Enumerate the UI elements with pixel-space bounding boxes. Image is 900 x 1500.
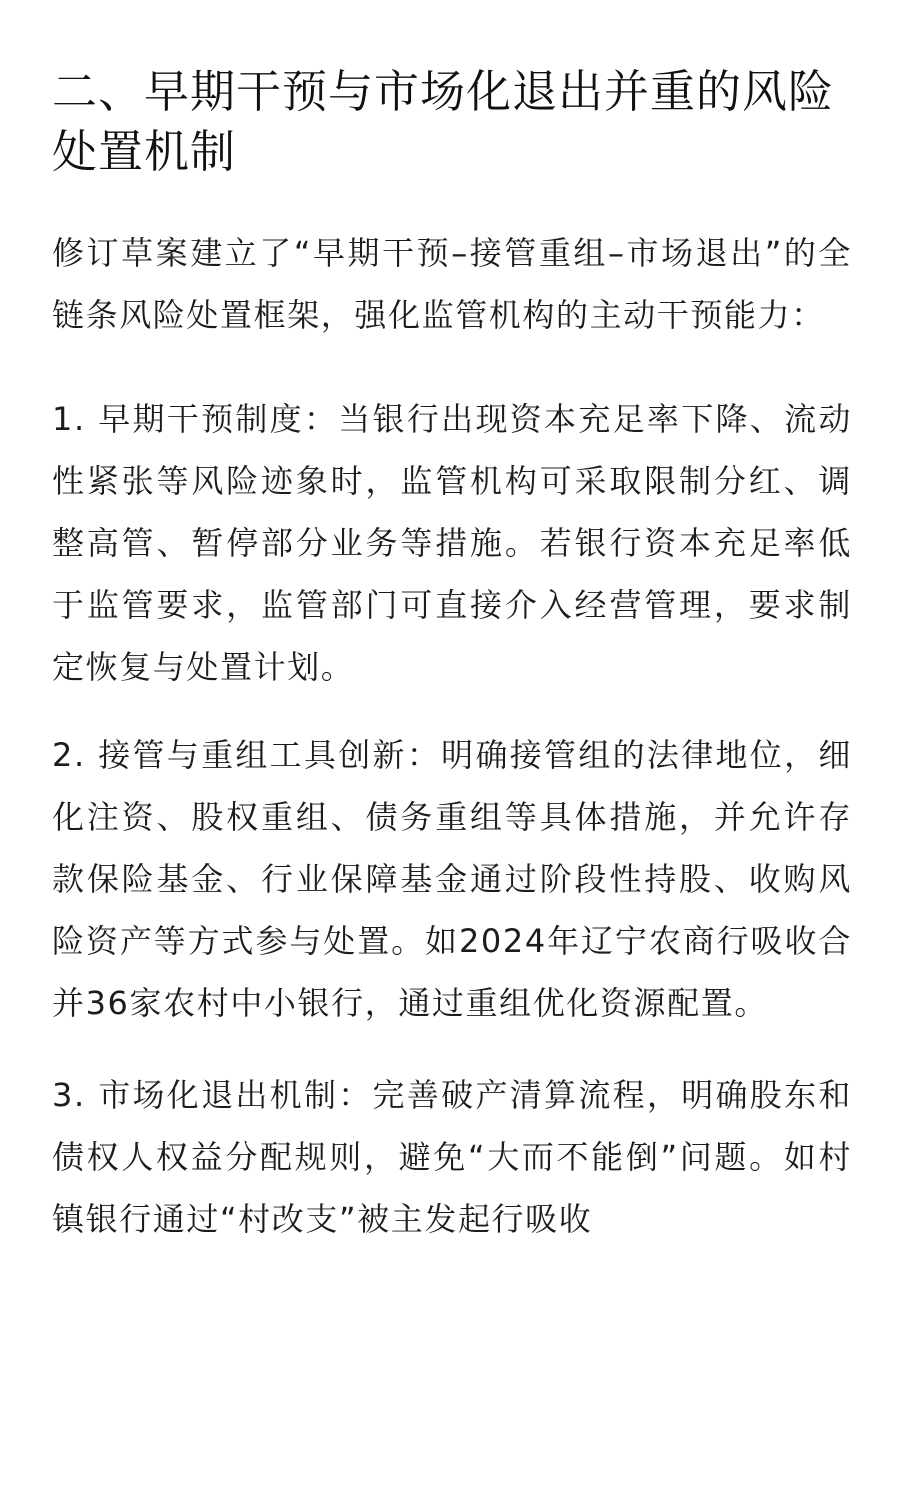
list-item-market-exit: 3. 市场化退出机制：完善破产清算流程，明确股东和债权人权益分配规则，避免“大而不能倒”问题。如村镇银行通过“村改支”被主发起行吸收	[52, 1076, 852, 1238]
list-item-early-intervention: 1. 早期干预制度：当银行出现资本充足率下降、流动性紧张等风险迹象时，监管机构可采取限制分红、调整高管、暂停部分业务等措施。若银行资本充足率低于监管要求，监管部门可直接介入经营管理，要求制定恢复与处置计划。	[52, 400, 852, 686]
section-heading: 二、早期干预与市场化退出并重的风险处置机制	[52, 65, 835, 178]
intro-paragraph: 修订草案建立了“早期干预–接管重组–市场退出”的全链条风险处置框架，强化监管机构的主动干预能力：	[52, 234, 852, 334]
list-item-takeover-restructuring: 2. 接管与重组工具创新：明确接管组的法律地位，细化注资、股权重组、债务重组等具体措施，并允许存款保险基金、行业保障基金通过阶段性持股、收购风险资产等方式参与处置。如2024年辽宁农商行吸收合并36家农村中小银行，通过重组优化资源配置。	[52, 736, 852, 1022]
